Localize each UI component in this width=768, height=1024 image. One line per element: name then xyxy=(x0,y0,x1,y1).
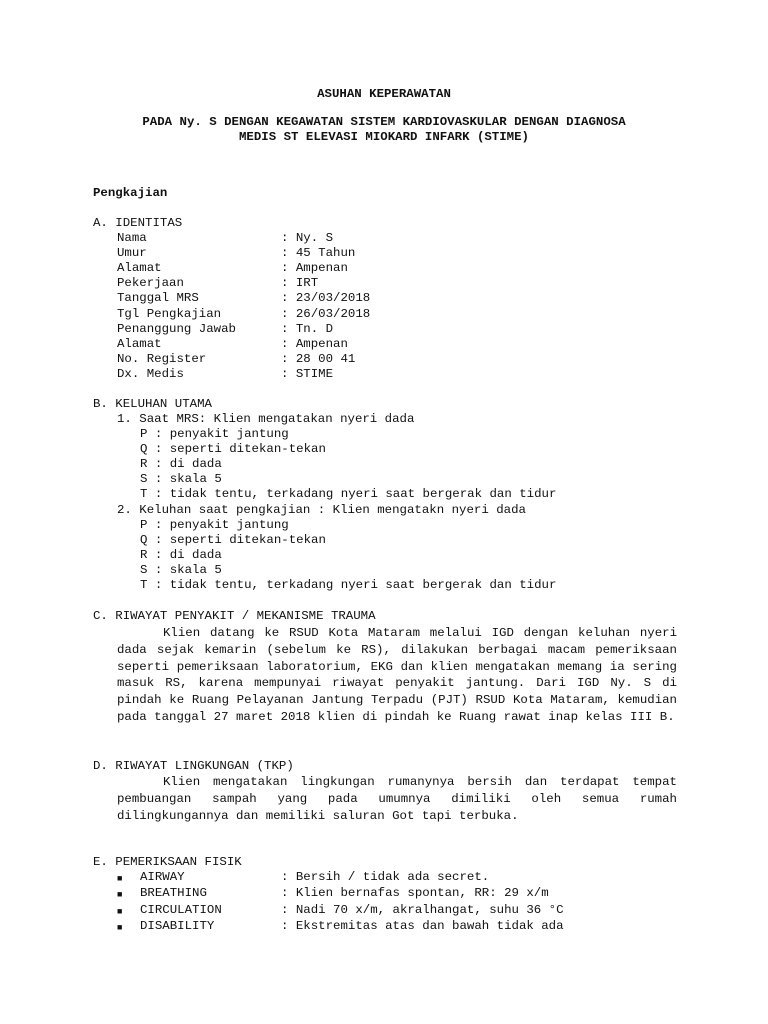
pqrst-item: P : penyakit jantung xyxy=(140,518,289,532)
keluhan-heading: B. KELUHAN UTAMA xyxy=(93,397,212,411)
fisik-label: AIRWAY xyxy=(140,870,185,884)
pqrst-item: P : penyakit jantung xyxy=(140,427,289,441)
pqrst-item: Q : seperti ditekan-tekan xyxy=(140,442,326,457)
fisik-value: : Bersih / tidak ada secret. xyxy=(281,870,490,884)
identitas-value: : Ampenan xyxy=(281,261,348,276)
pqrst-item: R : di dada xyxy=(140,457,222,472)
identitas-value: : 28 00 41 xyxy=(281,351,356,366)
identitas-value: : 23/03/2018 xyxy=(281,291,371,306)
riwayat-penyakit-body: Klien datang ke RSUD Kota Mataram melalui IGD dengan keluhan nyeri dada sejak kemarin (sebelum ke RS), dilakukan berbagai macam pemeriksaan seperti pemeriksaan laboratorium, EKG dan klien mengatakan memang ia sering masuk RS, karena mempunyai riwayat penyakit jantung. Dari IGD Ny. S di pindah ke Ruang Pelayanan Jantung Terpadu (PJT) RSUD Kota Mataram, kemudian pada tanggal 27 maret 2018 klien di pindah ke Ruang rawat inap kelas III B. xyxy=(117,626,677,724)
identitas-label: Penanggung Jawab xyxy=(117,321,236,336)
identitas-label: Dx. Medis xyxy=(117,366,184,381)
riwayat-lingkungan-text xyxy=(117,774,677,824)
fisik-value: : Nadi 70 x/m, akralhangat, suhu 36 °C xyxy=(281,902,564,917)
pqrst-item: T : tidak tentu, terkadang nyeri saat bergerak dan tidur xyxy=(140,578,557,593)
bullet-icon: ■ xyxy=(117,890,123,901)
identitas-heading: A. IDENTITAS xyxy=(93,216,183,230)
pqrst-item: S : skala 5 xyxy=(140,472,222,487)
identitas-label: Pekerjaan xyxy=(117,276,184,291)
identitas-label: Tanggal MRS xyxy=(117,291,199,306)
fisik-label: BREATHING xyxy=(140,886,207,901)
identitas-label: Alamat xyxy=(117,336,162,351)
riwayat-lingkungan-body: Klien mengatakan lingkungan rumanynya bersih dan terdapat tempat pembuangan sampah yang pada umumnya dimiliki oleh semua rumah dilingkungannya dan memiliki saluran Got tapi terbuka. xyxy=(117,775,677,823)
identitas-value: : Ampenan xyxy=(281,336,348,351)
doc-subtitle-line2: MEDIS ST ELEVASI MIOKARD INFARK (STIME) xyxy=(239,130,529,144)
keluhan-item-1: 1. Saat MRS: Klien mengatakan nyeri dada xyxy=(117,412,415,426)
doc-title: ASUHAN KEPERAWATAN xyxy=(317,87,451,101)
identitas-value: : Tn. D xyxy=(281,321,334,336)
identitas-value: : Ny. S xyxy=(281,231,334,245)
bullet-icon: ■ xyxy=(117,874,123,884)
identitas-label: Tgl Pengkajian xyxy=(117,306,222,321)
pqrst-item: Q : seperti ditekan-tekan xyxy=(140,533,326,548)
doc-subtitle-line1: PADA Ny. S DENGAN KEGAWATAN SISTEM KARDIOVASKULAR DENGAN DIAGNOSA xyxy=(142,115,626,129)
identitas-value: : STIME xyxy=(281,366,334,381)
pemeriksaan-fisik-heading: E. PEMERIKSAAN FISIK xyxy=(93,855,242,869)
identitas-label: Nama xyxy=(117,231,147,245)
pqrst-item: S : skala 5 xyxy=(140,563,222,578)
riwayat-penyakit-text xyxy=(117,625,677,726)
fisik-label: CIRCULATION xyxy=(140,902,222,917)
fisik-value: : Klien bernafas spontan, RR: 29 x/m xyxy=(281,886,549,901)
identitas-label: Alamat xyxy=(117,261,162,276)
keluhan-item-2: 2. Keluhan saat pengkajian : Klien mengatakn nyeri dada xyxy=(117,503,526,517)
identitas-label: Umur xyxy=(117,246,147,261)
bullet-icon: ■ xyxy=(117,922,123,933)
pqrst-item: T : tidak tentu, terkadang nyeri saat bergerak dan tidur xyxy=(140,487,557,502)
bullet-icon: ■ xyxy=(117,906,123,917)
pqrst-item: R : di dada xyxy=(140,548,222,563)
identitas-label: No. Register xyxy=(117,351,207,366)
pengkajian-heading: Pengkajian xyxy=(93,186,168,200)
riwayat-lingkungan-heading: D. RIWAYAT LINGKUNGAN (TKP) xyxy=(93,759,294,773)
identitas-value: : 26/03/2018 xyxy=(281,306,371,321)
identitas-value: : IRT xyxy=(281,276,319,291)
fisik-label: DISABILITY xyxy=(140,918,215,933)
identitas-value: : 45 Tahun xyxy=(281,246,356,261)
fisik-value: : Ekstremitas atas dan bawah tidak ada xyxy=(281,918,564,933)
riwayat-penyakit-heading: C. RIWAYAT PENYAKIT / MEKANISME TRAUMA xyxy=(93,609,376,623)
